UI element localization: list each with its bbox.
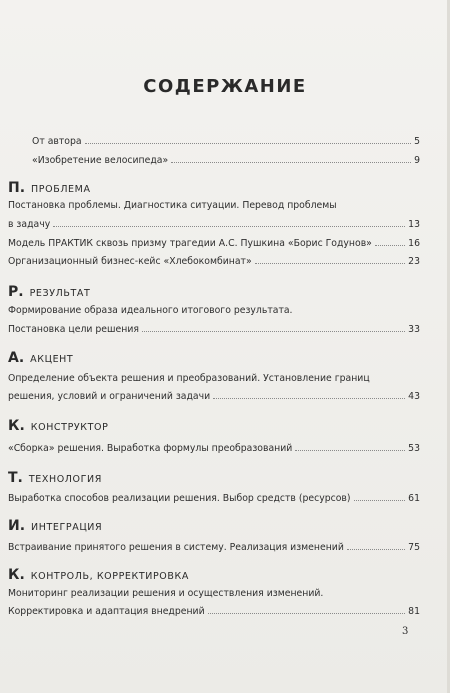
- page-title: СОДЕРЖАНИЕ: [143, 76, 307, 97]
- section-heading: [8, 567, 189, 583]
- dot-leader: [347, 549, 405, 550]
- toc-entry: [32, 136, 420, 148]
- section-letter: Р.: [8, 284, 24, 300]
- toc-entry-page: 75: [408, 542, 420, 553]
- toc-entry-text: Организационный бизнес-кейс «Хлебокомбинат»: [8, 256, 252, 267]
- dot-leader: [375, 245, 405, 246]
- section-name: ПРОБЛЕМА: [31, 184, 91, 195]
- section-heading: [8, 180, 91, 196]
- toc-entry-text: От автора: [32, 136, 82, 147]
- dot-leader: [208, 613, 406, 614]
- dot-leader: [213, 398, 405, 399]
- section-letter: А.: [8, 350, 25, 366]
- toc-entry: [8, 256, 420, 268]
- dot-leader: [354, 500, 406, 501]
- section-name: АКЦЕНТ: [30, 354, 74, 365]
- toc-entry-text: Модель ПРАКТИК сквозь призму трагедии А.С. Пушкина «Борис Годунов»: [8, 238, 372, 249]
- section-letter: К.: [8, 567, 25, 583]
- toc-entry-text: Определение объекта решения и преобразований. Установление границ: [8, 373, 370, 384]
- toc-entry: [8, 324, 420, 336]
- toc-entry-text: в задачу: [8, 219, 51, 230]
- section-heading: [8, 350, 73, 366]
- toc-entry-page: 9: [414, 155, 420, 166]
- section-name: ИНТЕГРАЦИЯ: [31, 522, 103, 533]
- toc-entry: [8, 493, 420, 505]
- toc-entry-page: 43: [408, 391, 420, 402]
- toc-entry: [8, 542, 420, 554]
- toc-entry-text: Формирование образа идеального итогового результата.: [8, 305, 293, 316]
- toc-entry: [8, 219, 420, 231]
- dot-leader: [295, 450, 405, 451]
- section-letter: И.: [8, 518, 26, 534]
- toc-entry-page: 81: [408, 606, 420, 617]
- toc-entry-text: Корректировка и адаптация внедрений: [8, 606, 205, 617]
- section-name: РЕЗУЛЬТАТ: [29, 288, 91, 299]
- toc-entry-page: 53: [408, 443, 420, 454]
- dot-leader: [255, 263, 406, 264]
- toc-entry-text: Встраивание принятого решения в систему. Реализация изменений: [8, 542, 344, 553]
- dot-leader: [171, 162, 411, 163]
- toc-entry-text: Постановка проблемы. Диагностика ситуации. Перевод проблемы: [8, 200, 337, 211]
- toc-entry: [32, 155, 420, 167]
- dot-leader: [53, 226, 405, 227]
- section-heading: [8, 518, 102, 534]
- section-heading: [8, 418, 108, 434]
- toc-entry: [8, 443, 420, 455]
- toc-entry: [8, 238, 420, 250]
- toc-entry-page: 16: [408, 238, 420, 249]
- toc-entry-text: Мониторинг реализации решения и осуществления изменений.: [8, 588, 324, 599]
- toc-entry-page: 61: [408, 493, 420, 504]
- toc-entry: [8, 391, 420, 403]
- section-heading: [8, 470, 102, 486]
- page-number: 3: [402, 626, 409, 637]
- section-name: ТЕХНОЛОГИЯ: [28, 474, 102, 485]
- section-heading: [8, 284, 90, 300]
- toc-entry-text: Выработка способов реализации решения. Выбор средств (ресурсов): [8, 493, 351, 504]
- toc-entry-text: «Изобретение велосипеда»: [32, 155, 169, 166]
- toc-entry-page: 23: [408, 256, 420, 267]
- toc-entry-page: 5: [414, 136, 420, 147]
- toc-entry-text: Постановка цели решения: [8, 324, 139, 335]
- section-name: КОНСТРУКТОР: [30, 422, 109, 433]
- toc-entry-text: решения, условий и ограничений задачи: [8, 391, 211, 402]
- toc-entry: [8, 606, 420, 618]
- section-letter: К.: [8, 418, 25, 434]
- toc-entry-page: 13: [408, 219, 420, 230]
- toc-entry-text: «Сборка» решения. Выработка формулы преобразований: [8, 443, 293, 454]
- section-name: КОНТРОЛЬ, КОРРЕКТИРОВКА: [30, 571, 189, 582]
- dot-leader: [142, 331, 405, 332]
- dot-leader: [85, 143, 412, 144]
- section-letter: Т.: [8, 470, 23, 486]
- section-letter: П.: [8, 180, 26, 196]
- toc-entry-page: 33: [408, 324, 420, 335]
